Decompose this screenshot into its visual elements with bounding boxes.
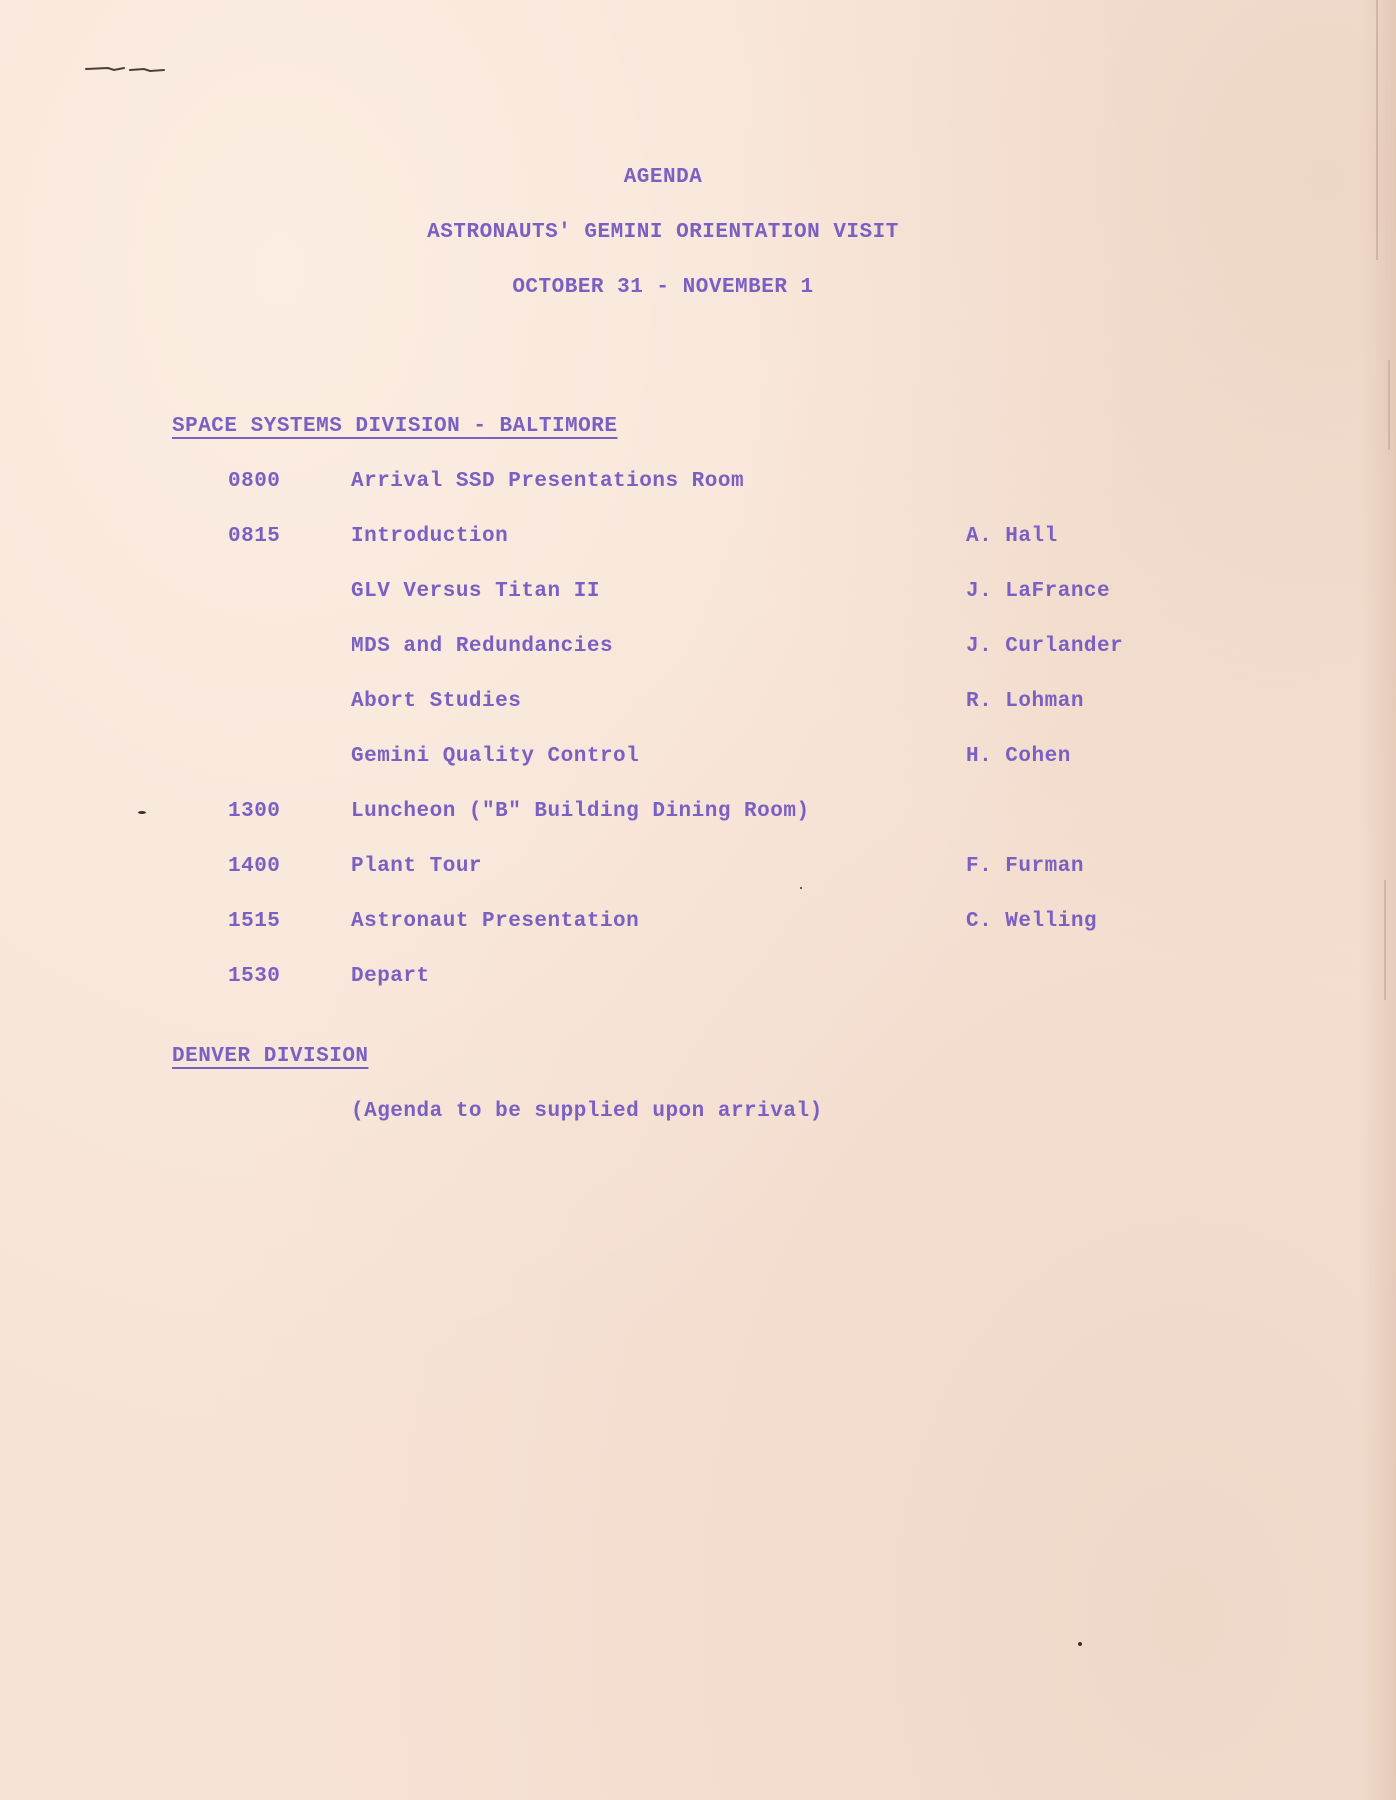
document-title: AGENDA <box>623 166 703 189</box>
agenda-row <box>0 745 1396 775</box>
section-heading-denver: DENVER DIVISION <box>172 1045 369 1068</box>
paper-crease <box>1376 0 1378 260</box>
agenda-row <box>0 525 1396 555</box>
agenda-presenter: J. LaFrance <box>966 580 1111 603</box>
agenda-item: Introduction <box>351 525 509 548</box>
agenda-presenter: C. Welling <box>966 910 1098 933</box>
pencil-mark <box>84 62 170 76</box>
agenda-row <box>0 910 1396 940</box>
agenda-row <box>0 580 1396 610</box>
agenda-item: Arrival SSD Presentations Room <box>351 470 745 493</box>
ink-speck <box>138 811 146 814</box>
agenda-time: 0815 <box>228 525 281 548</box>
ink-speck <box>800 887 802 889</box>
document-subtitle: ASTRONAUTS' GEMINI ORIENTATION VISIT <box>427 221 899 244</box>
paper-crease <box>1388 360 1390 450</box>
ink-speck <box>1078 1642 1082 1646</box>
agenda-row <box>0 855 1396 885</box>
agenda-presenter: R. Lohman <box>966 690 1084 713</box>
agenda-presenter: A. Hall <box>966 525 1058 548</box>
agenda-presenter: F. Furman <box>966 855 1084 878</box>
agenda-row <box>0 965 1396 995</box>
agenda-presenter: J. Curlander <box>966 635 1124 658</box>
agenda-item: Luncheon ("B" Building Dining Room) <box>351 800 810 823</box>
agenda-item: Plant Tour <box>351 855 483 878</box>
agenda-item: Depart <box>351 965 430 988</box>
agenda-time: 1300 <box>228 800 281 823</box>
agenda-time: 1400 <box>228 855 281 878</box>
agenda-item: Astronaut Presentation <box>351 910 640 933</box>
agenda-time: 1515 <box>228 910 281 933</box>
agenda-row <box>0 635 1396 665</box>
agenda-row <box>0 800 1396 830</box>
paper-edge-shadow <box>1360 0 1396 1800</box>
agenda-presenter: H. Cohen <box>966 745 1071 768</box>
agenda-time: 1530 <box>228 965 281 988</box>
agenda-row <box>0 690 1396 720</box>
agenda-item: Gemini Quality Control <box>351 745 640 768</box>
agenda-item: Abort Studies <box>351 690 522 713</box>
agenda-item: GLV Versus Titan II <box>351 580 600 603</box>
document-dates: OCTOBER 31 - NOVEMBER 1 <box>512 276 814 299</box>
section-heading-baltimore: SPACE SYSTEMS DIVISION - BALTIMORE <box>172 415 618 438</box>
agenda-row <box>0 470 1396 500</box>
denver-note: (Agenda to be supplied upon arrival) <box>351 1100 823 1123</box>
agenda-item: MDS and Redundancies <box>351 635 614 658</box>
agenda-time: 0800 <box>228 470 281 493</box>
